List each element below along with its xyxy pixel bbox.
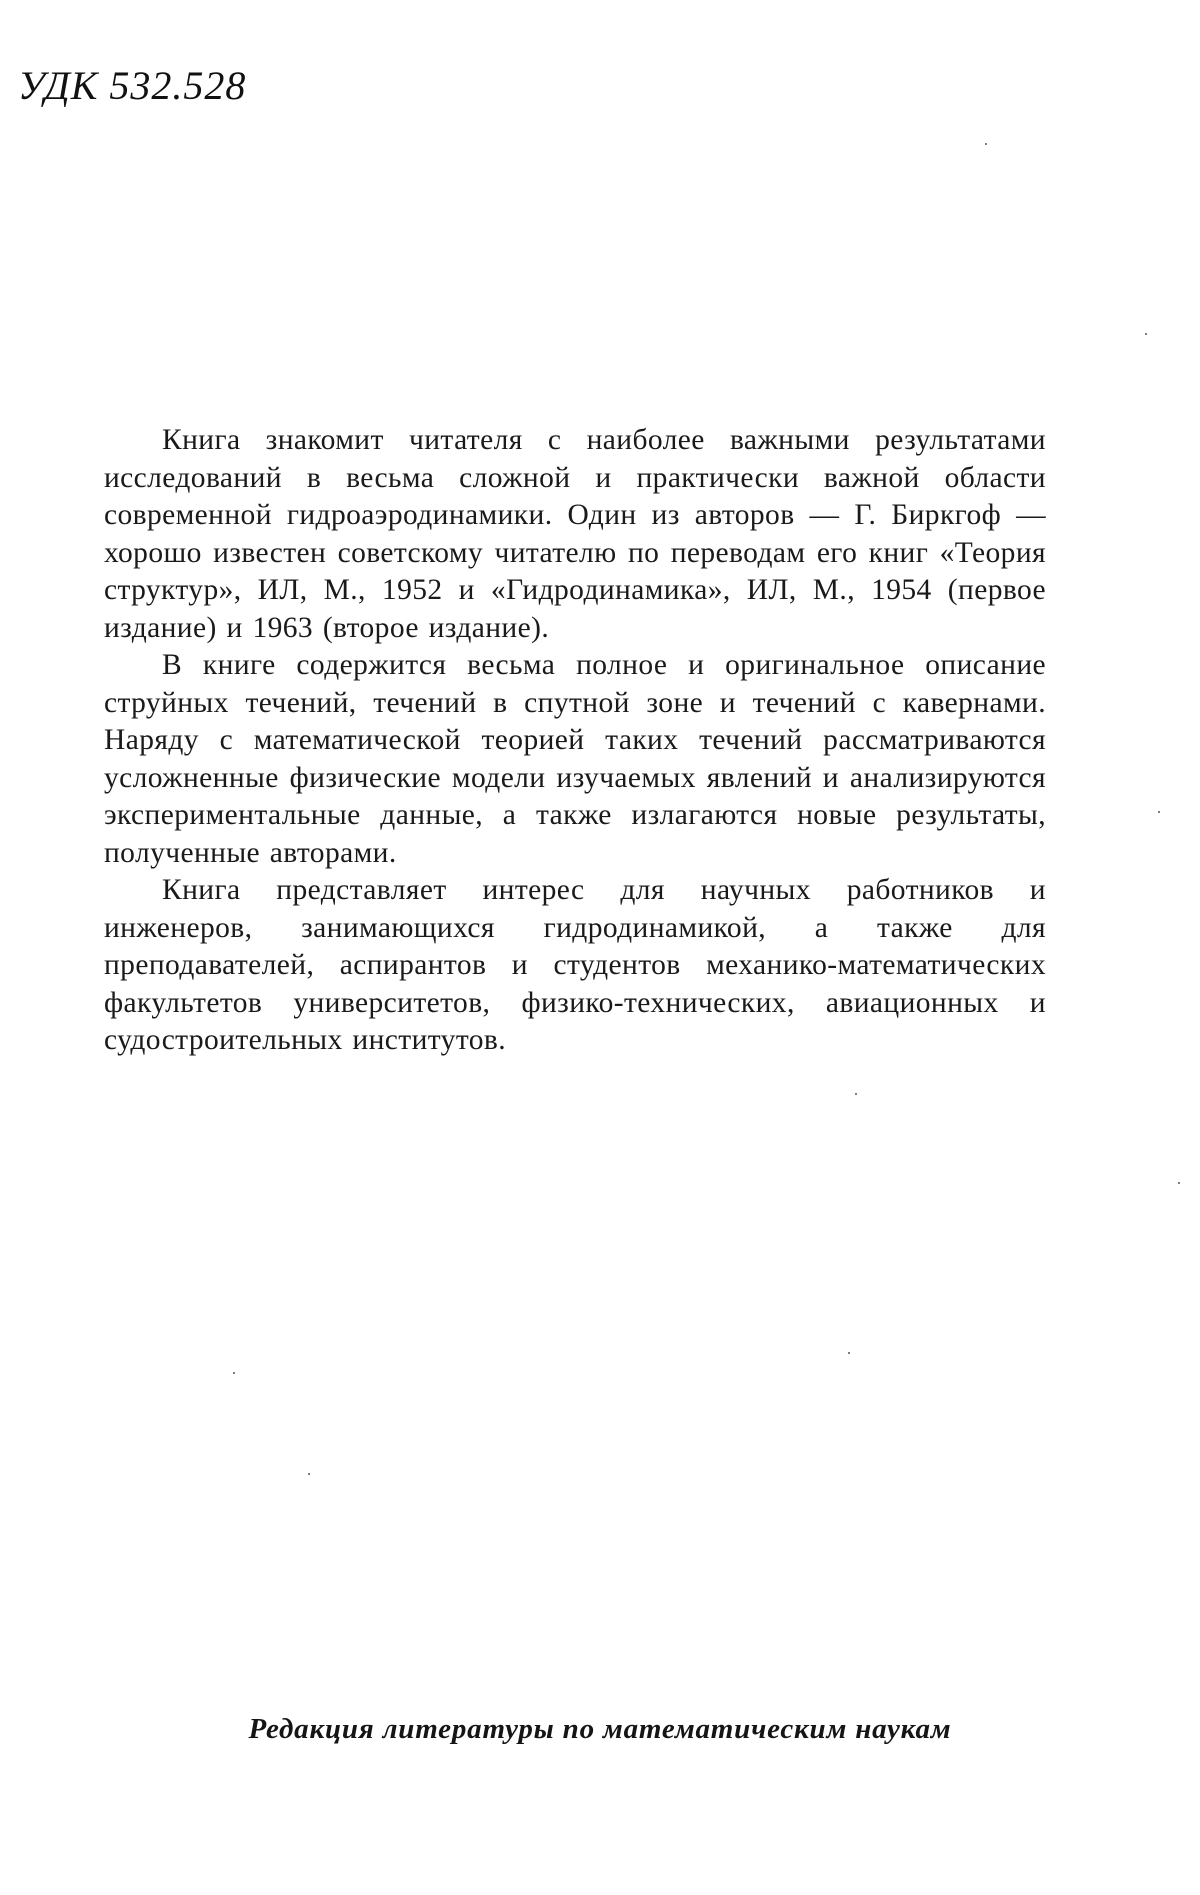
scan-speck bbox=[1145, 333, 1147, 335]
annotation-paragraph-3: Книга представляет интерес для научных работников и инженеров, занимающихся гидродинамикой, а также для преподавателей, аспирантов и студентов механико-математических факультетов университетов, физико-технических, авиационных и судостроительных институтов. bbox=[104, 874, 1046, 1056]
scan-speck bbox=[308, 1473, 310, 1475]
scan-speck bbox=[985, 143, 987, 145]
editorial-office-line: Редакция литературы по математическим наукам bbox=[248, 1713, 952, 1745]
udc-code: УДК 532.528 bbox=[18, 63, 247, 108]
annotation-paragraph-2: В книге содержится весьма полное и оригинальное описание струйных течений, течений в спутной зоне и течений с кавернами. Наряду с математической теорией таких течений рассматриваются усложненные физические модели изучаемых явлений и анализируются экспериментальные данные, а также излагаются новые результаты, полученные авторами. bbox=[104, 649, 1046, 869]
annotation-paragraph-1: Книга знакомит читателя с наиболее важными результатами исследований в весьма сложной и практически важной области современной гидроаэродинамики. Один из авторов — Г. Биркгоф — хорошо известен советскому читателю по переводам его книг «Теория структур», ИЛ, М., 1952 и «Гидродинамика», ИЛ, М., 1954 (первое издание) и 1963 (второе издание). bbox=[104, 424, 1046, 644]
book-annotation bbox=[104, 422, 1046, 1060]
scan-speck bbox=[855, 1093, 857, 1095]
scan-speck bbox=[1158, 811, 1160, 813]
scan-speck bbox=[233, 1372, 235, 1374]
scan-speck bbox=[1178, 1182, 1180, 1184]
scan-speck bbox=[848, 1352, 850, 1354]
